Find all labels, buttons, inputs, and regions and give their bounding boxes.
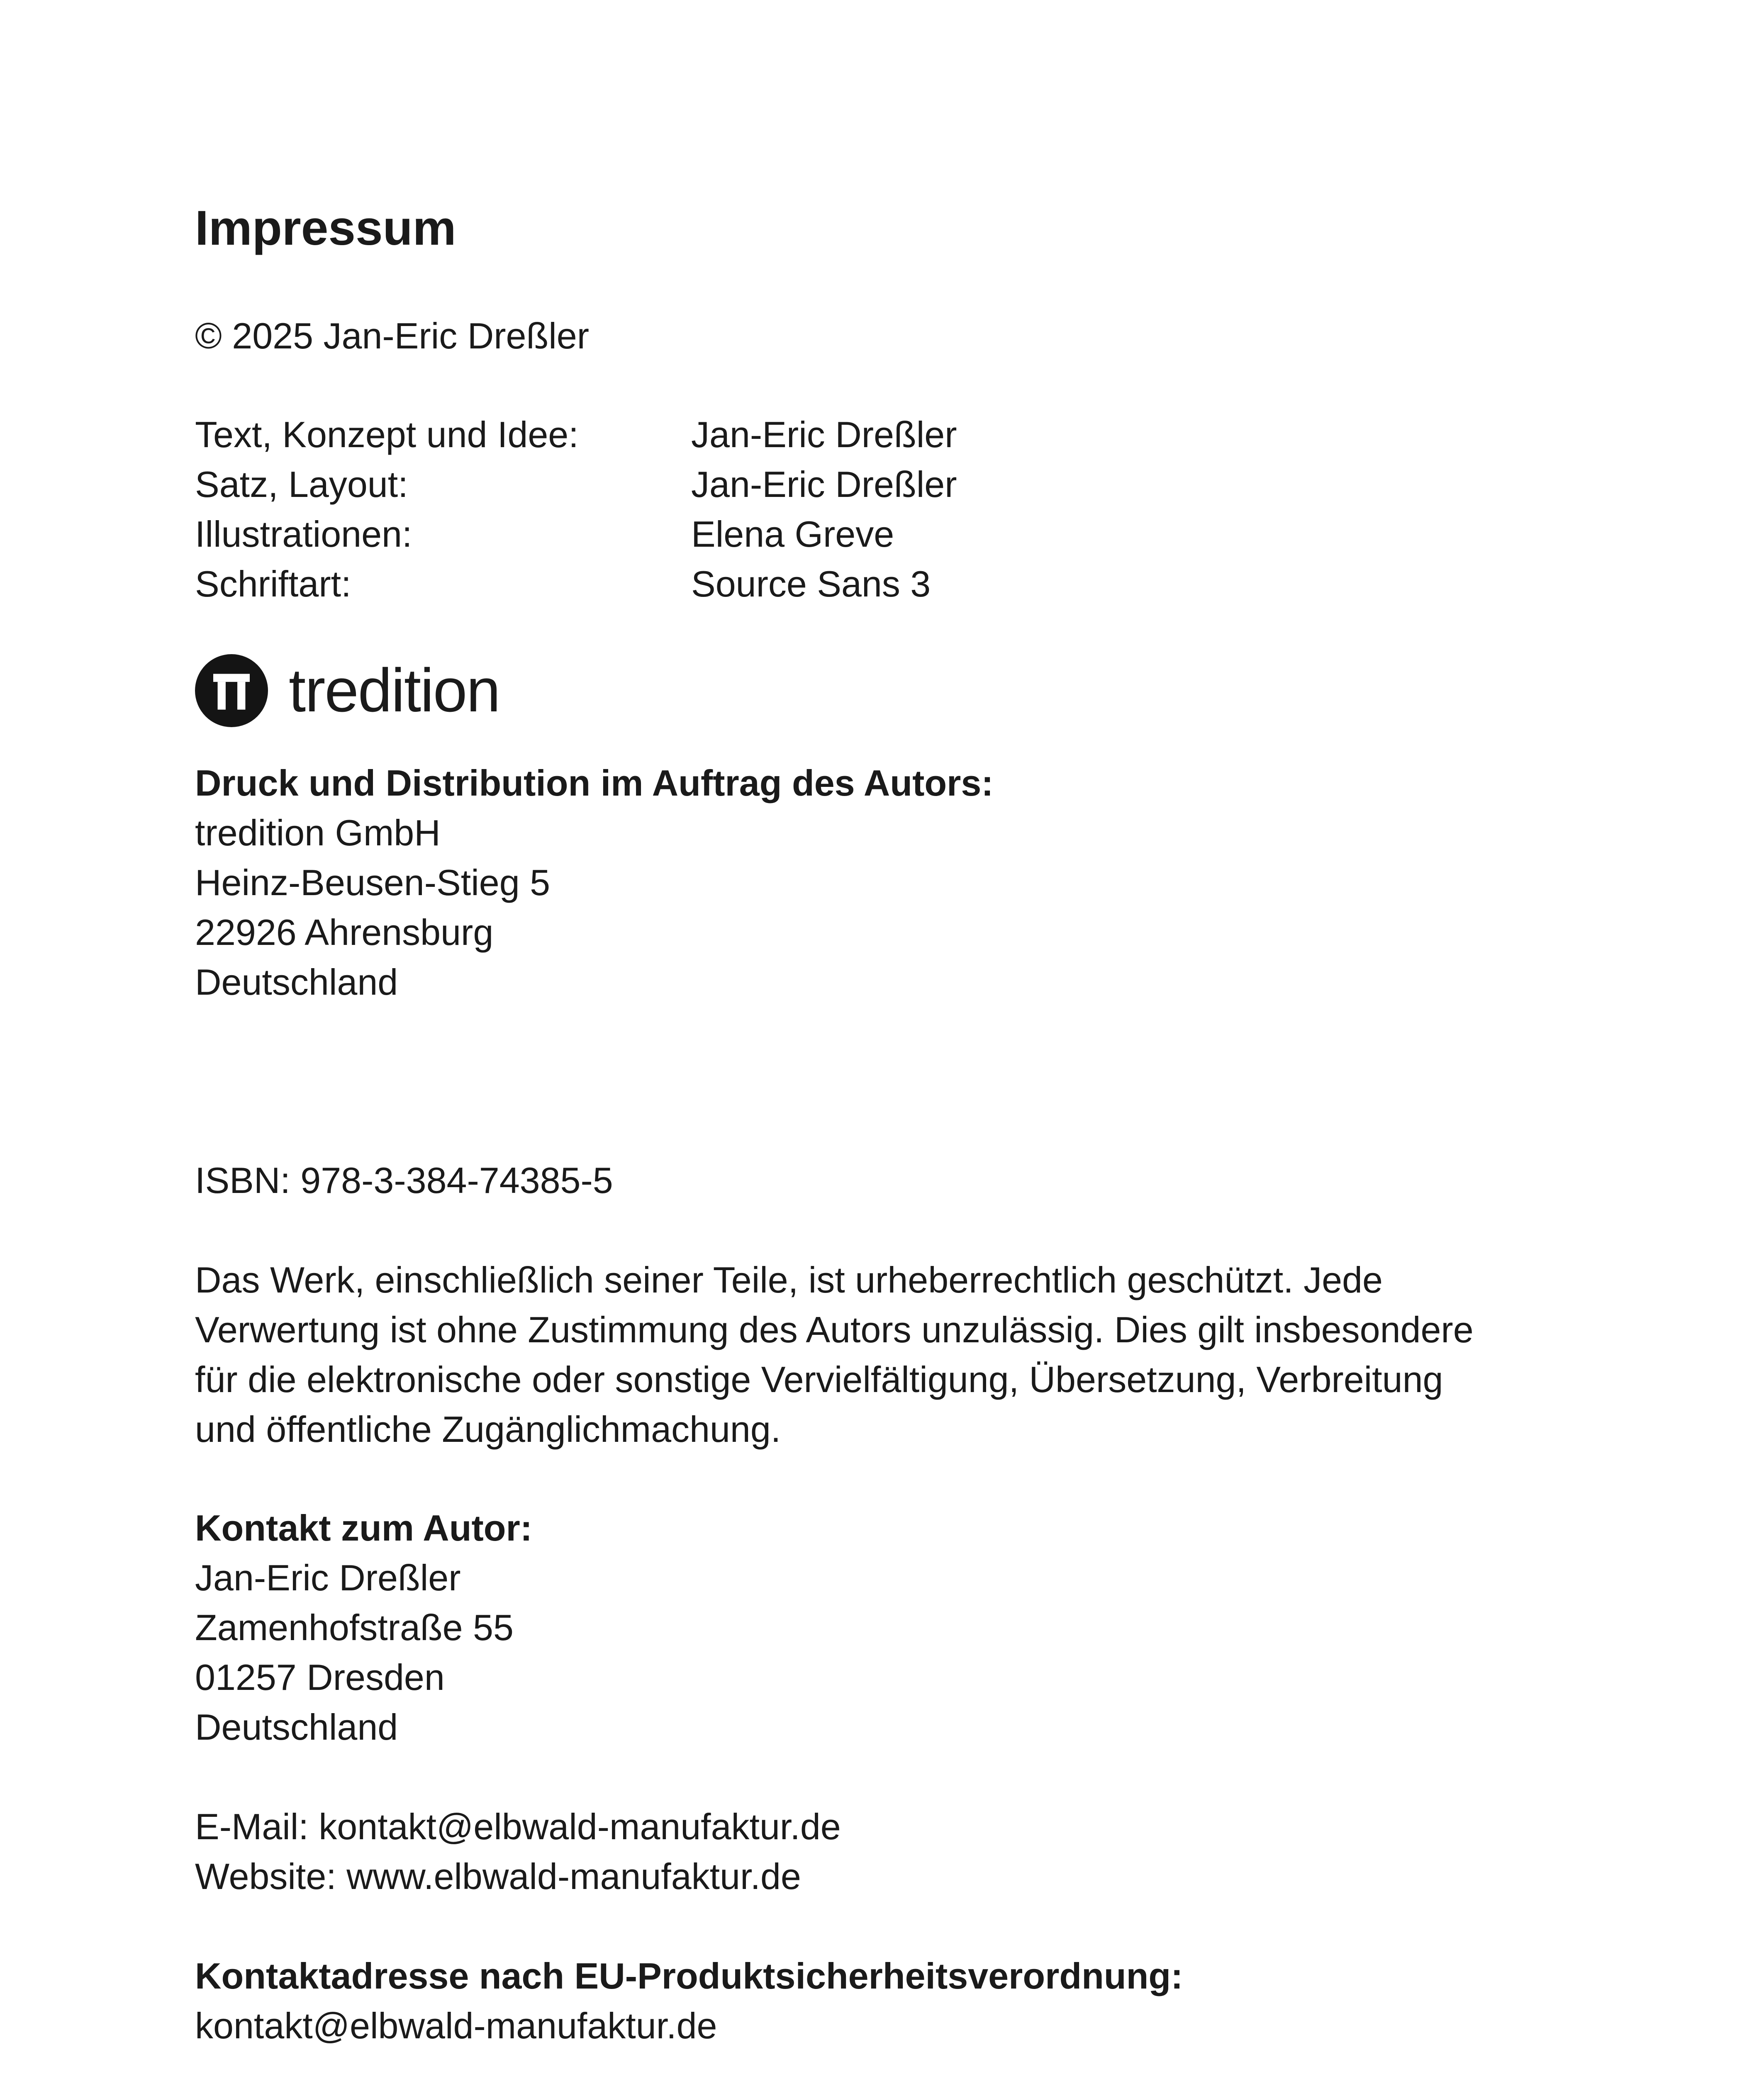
copyright-line: © 2025 Jan-Eric Dreßler [195, 315, 590, 356]
distribution-block [195, 758, 994, 1007]
tredition-logo-icon [195, 654, 268, 727]
website-line: Website: www.elbwald-manufaktur.de [195, 1856, 801, 1897]
credit-row [195, 559, 957, 609]
notice-line: und öffentliche Zugänglichmachung. [195, 1409, 781, 1450]
impressum-page [195, 0, 1606, 2074]
distribution-line: Deutschland [195, 962, 398, 1003]
credit-value: Elena Greve [691, 514, 894, 555]
credit-row [195, 460, 957, 509]
credit-label: Schriftart: [195, 563, 351, 604]
author-contact-block [195, 1503, 532, 1752]
eu-contact-heading: Kontaktadresse nach EU-Produktsicherheitsverordnung: [195, 1955, 1183, 1996]
eu-contact-block [195, 1951, 1183, 2051]
author-contact-line: 01257 Dresden [195, 1657, 445, 1698]
credit-value: Jan-Eric Dreßler [691, 414, 957, 455]
credits-table [195, 410, 957, 609]
author-contact-line: Deutschland [195, 1706, 398, 1748]
distribution-line: tredition GmbH [195, 812, 441, 853]
page-title: Impressum [195, 201, 456, 256]
tredition-wordmark: tredition [289, 656, 500, 725]
credit-row [195, 410, 957, 460]
notice-line: Verwertung ist ohne Zustimmung des Autors unzulässig. Dies gilt insbesondere [195, 1309, 1474, 1350]
distribution-line: 22926 Ahrensburg [195, 912, 494, 953]
author-contact-line: Zamenhofstraße 55 [195, 1607, 514, 1648]
distribution-heading: Druck und Distribution im Auftrag des Autors: [195, 762, 994, 803]
author-contact-line: Jan-Eric Dreßler [195, 1557, 461, 1598]
credit-value: Jan-Eric Dreßler [691, 464, 957, 505]
credit-label: Satz, Layout: [195, 464, 408, 505]
copyright-notice [195, 1255, 1474, 1454]
email-line: E-Mail: kontakt@elbwald-manufaktur.de [195, 1806, 841, 1847]
author-contact-heading: Kontakt zum Autor: [195, 1507, 533, 1548]
credit-value: Source Sans 3 [691, 563, 931, 604]
online-contact-block [195, 1802, 841, 1901]
isbn-line: ISBN: 978-3-384-74385-5 [195, 1160, 613, 1201]
distribution-line: Heinz-Beusen-Stieg 5 [195, 862, 551, 903]
credit-label: Illustrationen: [195, 514, 412, 555]
publisher-logo [195, 653, 500, 728]
credit-label: Text, Konzept und Idee: [195, 414, 579, 455]
credit-row [195, 509, 957, 559]
notice-line: für die elektronische oder sonstige Vervielfältigung, Übersetzung, Verbreitung [195, 1359, 1443, 1400]
eu-contact-line: kontakt@elbwald-manufaktur.de [195, 2005, 717, 2046]
notice-line: Das Werk, einschließlich seiner Teile, ist urheberrechtlich geschützt. Jede [195, 1259, 1383, 1300]
